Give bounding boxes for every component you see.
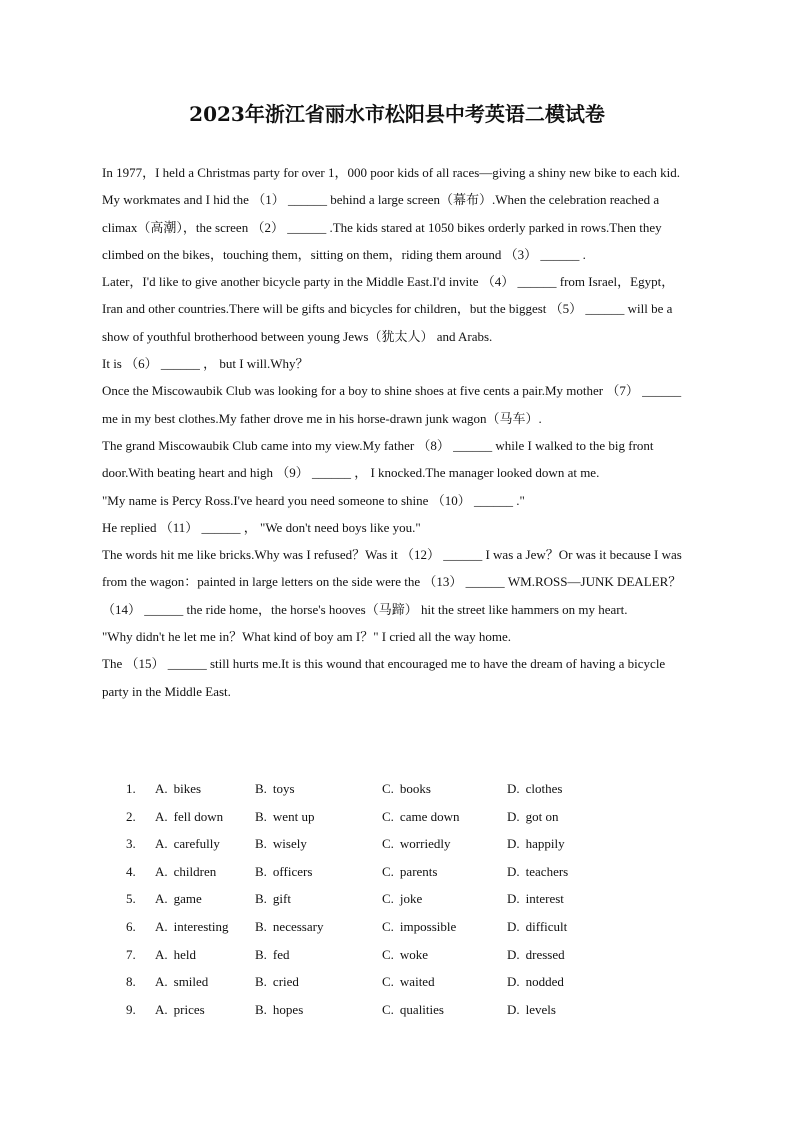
option-c[interactable] [382,775,431,803]
option-a[interactable] [155,996,205,1024]
option-d[interactable] [507,941,565,969]
option-letter: D. [507,863,520,879]
passage-paragraph: （14） ______ the ride home，the horse's hooves（马蹄） hit the street like hammers on my heart. [102,601,628,617]
option-d[interactable] [507,968,564,996]
option-b[interactable] [255,803,314,831]
question-row [126,941,686,969]
option-b[interactable] [255,858,312,886]
passage-paragraph: The （15） ______ still hurts me.It is this wound that encouraged me to have the dream of having a bicycle party in the Middle East. [102,656,666,699]
option-letter: C. [382,808,394,824]
option-a[interactable] [155,858,216,886]
option-letter: A. [155,891,168,907]
option-letter: A. [155,836,168,852]
option-c[interactable] [382,941,428,969]
question-row [126,803,686,831]
option-text: interesting [173,918,229,934]
option-text: dressed [525,946,565,962]
option-text: bikes [173,781,202,796]
option-a[interactable] [155,885,202,913]
option-letter: D. [507,891,520,907]
question-row [126,830,686,858]
option-a[interactable] [155,775,201,803]
option-letter: B. [255,891,267,907]
option-letter: C. [382,781,394,796]
option-d[interactable] [507,885,564,913]
question-number: 7. [126,946,136,962]
option-letter: D. [507,836,520,852]
option-letter: A. [155,781,168,796]
option-letter: D. [507,974,520,990]
option-letter: A. [155,863,168,879]
passage-paragraph: He replied （11） ______ ， "We don't need boys like you." [102,519,421,535]
option-text: levels [525,1001,556,1017]
reading-passage [102,159,684,705]
option-text: clothes [525,781,563,796]
question-row [126,775,686,803]
option-letter: C. [382,1001,394,1017]
option-c[interactable] [382,885,422,913]
option-text: impossible [399,918,457,934]
option-text: children [173,863,217,879]
option-c[interactable] [382,968,435,996]
option-text: carefully [173,836,220,852]
option-text: necessary [272,918,324,934]
option-text: woke [399,946,429,962]
question-number: 5. [126,891,136,907]
option-c[interactable] [382,858,437,886]
passage-paragraph: In 1977，I held a Christmas party for over 1，000 poor kids of all races—giving a shiny new bike to each kid. [102,165,681,180]
option-d[interactable] [507,913,567,941]
option-text: game [173,891,202,907]
question-row [126,913,686,941]
option-letter: B. [255,781,267,796]
option-letter: B. [255,1001,267,1017]
option-letter: C. [382,891,394,907]
option-c[interactable] [382,803,459,831]
question-row [126,968,686,996]
option-c[interactable] [382,830,450,858]
passage-paragraph: "Why didn't he let me in？What kind of boy am I？" I cried all the way home. [102,629,511,645]
option-text: smiled [173,974,209,990]
passage-paragraph: The grand Miscowaubik Club came into my view.My father （8） ______ while I walked to the big front door.With beating heart and high （9） ______ ， I knocked.The manager looked down at me. [102,437,654,481]
option-d[interactable] [507,803,559,831]
option-text: books [399,781,431,796]
question-row [126,885,686,913]
option-letter: B. [255,946,267,962]
option-letter: B. [255,836,267,852]
option-a[interactable] [155,941,196,969]
option-text: teachers [525,863,569,879]
option-letter: D. [507,946,520,962]
option-text: worriedly [399,836,451,852]
option-d[interactable] [507,858,568,886]
answer-options [126,775,686,1023]
option-text: wisely [272,836,307,852]
question-number: 3. [126,836,136,852]
option-d[interactable] [507,775,562,803]
option-letter: B. [255,918,267,934]
option-text: held [173,946,197,962]
option-letter: B. [255,808,267,824]
option-text: came down [399,808,460,824]
option-letter: A. [155,808,168,824]
option-text: happily [525,836,565,852]
option-c[interactable] [382,913,456,941]
passage-paragraph: My workmates and I hid the （1） ______ behind a large screen（幕布）.When the celebration reached a climax（高潮），the screen （2） ______ .The kids stared at 1050 bikes orderly parked in rows.Then they climbed on the bikes，touching them，sitting on them，riding them around （3） ______ . [102,192,662,262]
option-b[interactable] [255,968,299,996]
option-b[interactable] [255,885,291,913]
option-text: prices [173,1001,205,1017]
option-d[interactable] [507,996,556,1024]
option-text: toys [272,781,295,796]
option-text: gift [272,891,291,907]
option-letter: B. [255,974,267,990]
passage-paragraph: It is （6） ______ ， but I will.Why？ [102,356,309,372]
option-d[interactable] [507,830,565,858]
option-b[interactable] [255,996,303,1024]
question-row [126,996,686,1024]
question-number: 6. [126,918,136,934]
option-text: cried [272,974,299,990]
option-letter: D. [507,781,520,796]
option-letter: D. [507,918,520,934]
option-text: fed [272,946,290,962]
option-a[interactable] [155,968,208,996]
option-text: fell down [173,808,224,824]
option-b[interactable] [255,913,323,941]
option-letter: D. [507,808,520,824]
option-letter: C. [382,974,394,990]
option-text: hopes [272,1001,304,1017]
page-title: 2023年浙江省丽水市松阳县中考英语二模试卷 [189,102,605,126]
option-letter: A. [155,974,168,990]
option-letter: C. [382,918,394,934]
option-a[interactable] [155,830,220,858]
question-number: 4. [126,863,136,879]
option-letter: A. [155,1001,168,1017]
option-c[interactable] [382,996,444,1024]
option-text: got on [525,808,559,824]
option-letter: C. [382,946,394,962]
option-letter: A. [155,946,168,962]
option-a[interactable] [155,913,229,941]
option-text: parents [399,863,438,879]
option-text: joke [399,891,423,907]
option-a[interactable] [155,803,223,831]
question-row [126,858,686,886]
option-letter: C. [382,836,394,852]
option-letter: A. [155,918,168,934]
option-text: officers [272,863,313,879]
question-number: 9. [126,1001,136,1017]
passage-paragraph: Later，I'd like to give another bicycle party in the Middle East.I'd invite （4） ______ from Israel，Egypt，Iran and other countries.There will be gifts and bicycles for children，but the biggest （5） ______ will be a show of youthful brotherhood between young Jews（犹太人） and Arabs. [102,274,675,344]
option-b[interactable] [255,775,295,803]
question-number: 2. [126,808,136,824]
passage-paragraph: The words hit me like bricks.Why was I refused？Was it （12） ______ I was a Jew？Or was it because I was from the wagon：painted in large letters on the side were the （13） ______ WM.ROSS—JUNK DEALER？ [102,547,682,590]
option-text: waited [399,974,435,990]
question-number: 1. [126,781,136,796]
option-letter: D. [507,1001,520,1017]
option-text: interest [525,891,564,907]
option-text: went up [272,808,315,824]
option-letter: C. [382,863,394,879]
option-b[interactable] [255,941,290,969]
option-b[interactable] [255,830,307,858]
question-number: 8. [126,974,136,990]
passage-paragraph: Once the Miscowaubik Club was looking for a boy to shine shoes at five cents a pair.My mother （7） ______ me in my best clothes.My father drove me in his horse-drawn junk wagon（马车）. [102,383,682,426]
option-letter: B. [255,863,267,879]
option-text: qualities [399,1001,444,1017]
passage-paragraph: "My name is Percy Ross.I've heard you need someone to shine （10） ______ ." [102,492,525,508]
option-text: nodded [525,974,564,990]
option-text: difficult [525,918,568,934]
